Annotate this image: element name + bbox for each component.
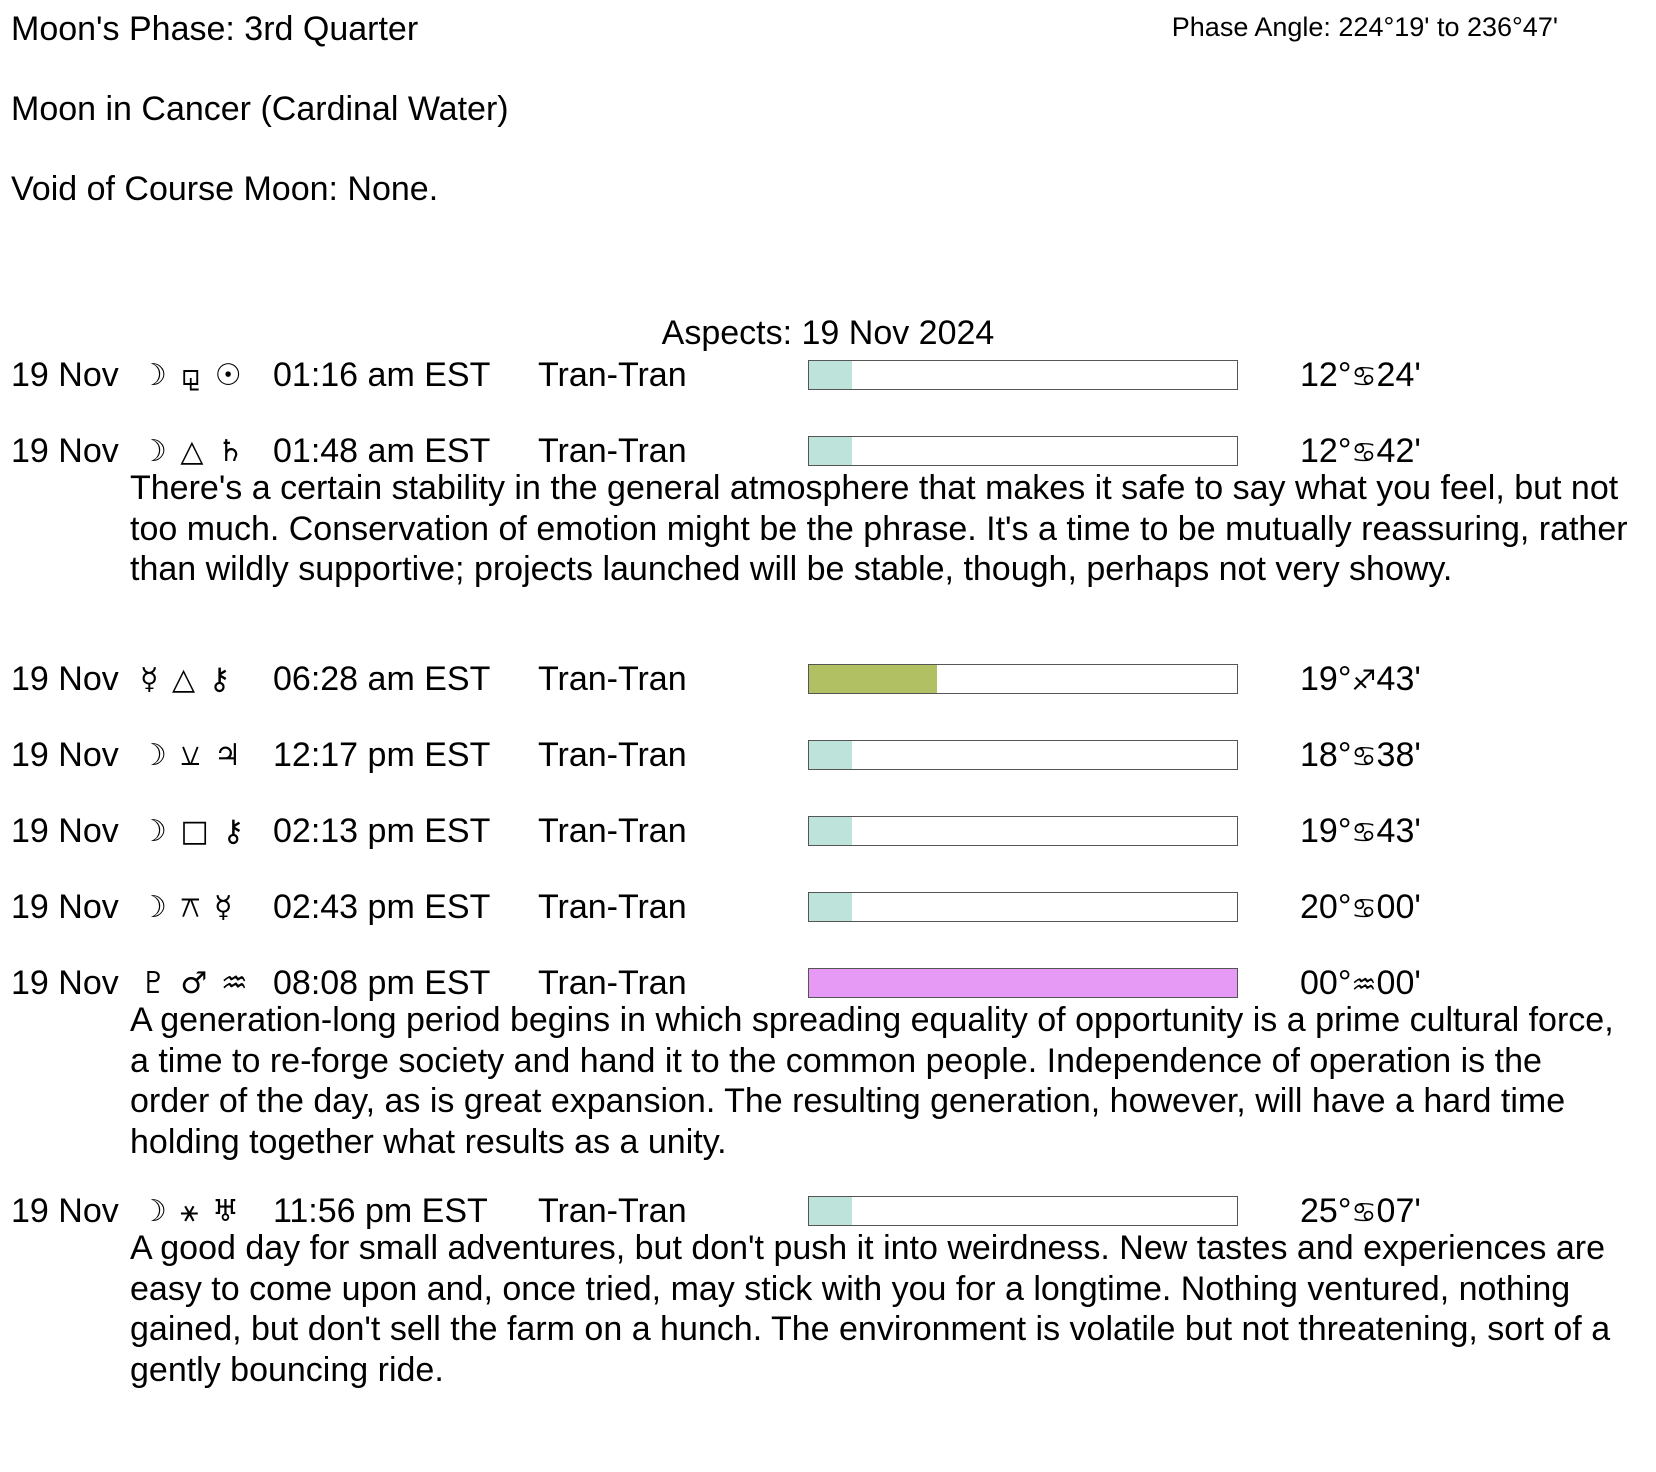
aspect-position (1300, 356, 1421, 395)
aspect-position (1300, 888, 1421, 927)
aspect-date: 19 Nov (11, 432, 119, 470)
aspect-position (1300, 964, 1421, 1003)
aspect-glyphs: ☽ △ ♄ (140, 434, 246, 469)
strength-bar (808, 360, 1238, 390)
position-degrees: 12° (1300, 432, 1352, 470)
moon-phase: Moon's Phase: 3rd Quarter (11, 10, 419, 48)
strength-bar (808, 968, 1238, 998)
aspect-type: Tran-Tran (538, 812, 687, 850)
strength-bar-fill (809, 817, 852, 845)
aspect-description: A generation-long period begins in which spreading equality of opportunity is a prime cultural force, a time to re-forge society and hand it to the common people. Independence of operation is the order of the day, as is great expansion. The resulting generation, however, will have a hard time holding together what results as a unity. (130, 1001, 1614, 1161)
strength-bar-fill (809, 361, 852, 389)
aspect-glyphs: ☽ □ ⚷ (140, 814, 247, 849)
aspect-description: A good day for small adventures, but don't push it into weirdness. New tastes and experiences are easy to come upon and, once tried, may stick with you for a longtime. Nothing ventured, nothing gained, but don't sell the farm on a hunch. The environment is volatile but not threatening, sort of a gently bouncing ride. (130, 1229, 1611, 1389)
aspect-type: Tran-Tran (538, 964, 687, 1002)
zodiac-sign-icon: ♒ (1351, 968, 1377, 1001)
zodiac-sign-icon: ♋ (1351, 1196, 1377, 1229)
aspect-position (1300, 660, 1421, 699)
aspect-glyphs: ☽ ⚼ ☉ (140, 358, 244, 393)
strength-bar (808, 892, 1238, 922)
position-degrees: 00° (1300, 964, 1352, 1002)
aspect-date: 19 Nov (11, 888, 119, 926)
position-minutes: 00' (1376, 888, 1421, 926)
aspect-type: Tran-Tran (538, 660, 687, 698)
strength-bar-fill (809, 741, 852, 769)
aspect-date: 19 Nov (11, 1192, 119, 1230)
phase-angle: Phase Angle: 224°19' to 236°47' (1171, 12, 1558, 42)
aspect-glyphs: ☽ ⚹ ♅ (140, 1194, 241, 1229)
position-degrees: 19° (1300, 812, 1352, 850)
position-minutes: 24' (1376, 356, 1421, 394)
moon-sign: Moon in Cancer (Cardinal Water) (11, 90, 509, 128)
aspect-description: There's a certain stability in the general atmosphere that makes it safe to say what you feel, but not too much. Conservation of emotion might be the phrase. It's a time to be mutually reassuring, rather than wildly supportive; projects launched will be stable, though, perhaps not very showy. (130, 469, 1628, 588)
aspect-glyphs: ☽ ⚺ ♃ (140, 738, 243, 773)
aspect-type: Tran-Tran (538, 1192, 687, 1230)
aspect-position (1300, 1192, 1421, 1231)
zodiac-sign-icon: ♋ (1351, 892, 1377, 925)
aspect-date: 19 Nov (11, 812, 119, 850)
position-minutes: 42' (1376, 432, 1421, 470)
aspect-row (0, 812, 1656, 852)
strength-bar-fill (809, 893, 852, 921)
zodiac-sign-icon: ♋ (1351, 436, 1377, 469)
aspect-time: 08:08 pm EST (273, 964, 491, 1002)
position-degrees: 20° (1300, 888, 1352, 926)
strength-bar (808, 1196, 1238, 1226)
aspect-row (0, 964, 1656, 1004)
position-minutes: 43' (1376, 660, 1421, 698)
position-degrees: 12° (1300, 356, 1352, 394)
position-degrees: 25° (1300, 1192, 1352, 1230)
aspect-glyphs: ☿ △ ⚷ (140, 662, 233, 697)
aspect-date: 19 Nov (11, 736, 119, 774)
position-minutes: 07' (1376, 1192, 1421, 1230)
aspect-row (0, 660, 1656, 700)
strength-bar-fill (809, 437, 852, 465)
position-minutes: 43' (1376, 812, 1421, 850)
aspect-type: Tran-Tran (538, 888, 687, 926)
aspect-time: 06:28 am EST (273, 660, 491, 698)
strength-bar-fill (809, 969, 1237, 997)
strength-bar-fill (809, 665, 937, 693)
aspect-time: 02:43 pm EST (273, 888, 491, 926)
aspect-type: Tran-Tran (538, 356, 687, 394)
aspect-row (0, 736, 1656, 776)
aspect-time: 11:56 pm EST (273, 1192, 488, 1230)
aspect-glyphs: ♇ ♂ ♒ (140, 966, 250, 1001)
aspect-time: 01:16 am EST (273, 356, 491, 394)
strength-bar (808, 740, 1238, 770)
position-degrees: 18° (1300, 736, 1352, 774)
aspect-time: 12:17 pm EST (273, 736, 491, 774)
strength-bar (808, 436, 1238, 466)
aspect-type: Tran-Tran (538, 736, 687, 774)
position-degrees: 19° (1300, 660, 1352, 698)
zodiac-sign-icon: ♋ (1351, 816, 1377, 849)
strength-bar-fill (809, 1197, 852, 1225)
aspect-row (0, 1192, 1656, 1232)
aspects-title: Aspects: 19 Nov 2024 (661, 314, 995, 352)
aspect-row (0, 432, 1656, 472)
aspect-date: 19 Nov (11, 964, 119, 1002)
zodiac-sign-icon: ♐ (1351, 664, 1377, 697)
zodiac-sign-icon: ♋ (1351, 360, 1377, 393)
position-minutes: 00' (1376, 964, 1421, 1002)
strength-bar (808, 664, 1238, 694)
aspect-date: 19 Nov (11, 660, 119, 698)
aspect-date: 19 Nov (11, 356, 119, 394)
aspect-position (1300, 812, 1421, 851)
position-minutes: 38' (1376, 736, 1421, 774)
aspect-time: 01:48 am EST (273, 432, 491, 470)
aspect-position (1300, 736, 1421, 775)
aspect-type: Tran-Tran (538, 432, 687, 470)
strength-bar (808, 816, 1238, 846)
aspect-row (0, 888, 1656, 928)
aspect-position (1300, 432, 1421, 471)
aspect-glyphs: ☽ ⚻ ☿ (140, 890, 235, 925)
void-of-course: Void of Course Moon: None. (11, 170, 439, 208)
aspect-time: 02:13 pm EST (273, 812, 491, 850)
zodiac-sign-icon: ♋ (1351, 740, 1377, 773)
aspect-row (0, 356, 1656, 396)
